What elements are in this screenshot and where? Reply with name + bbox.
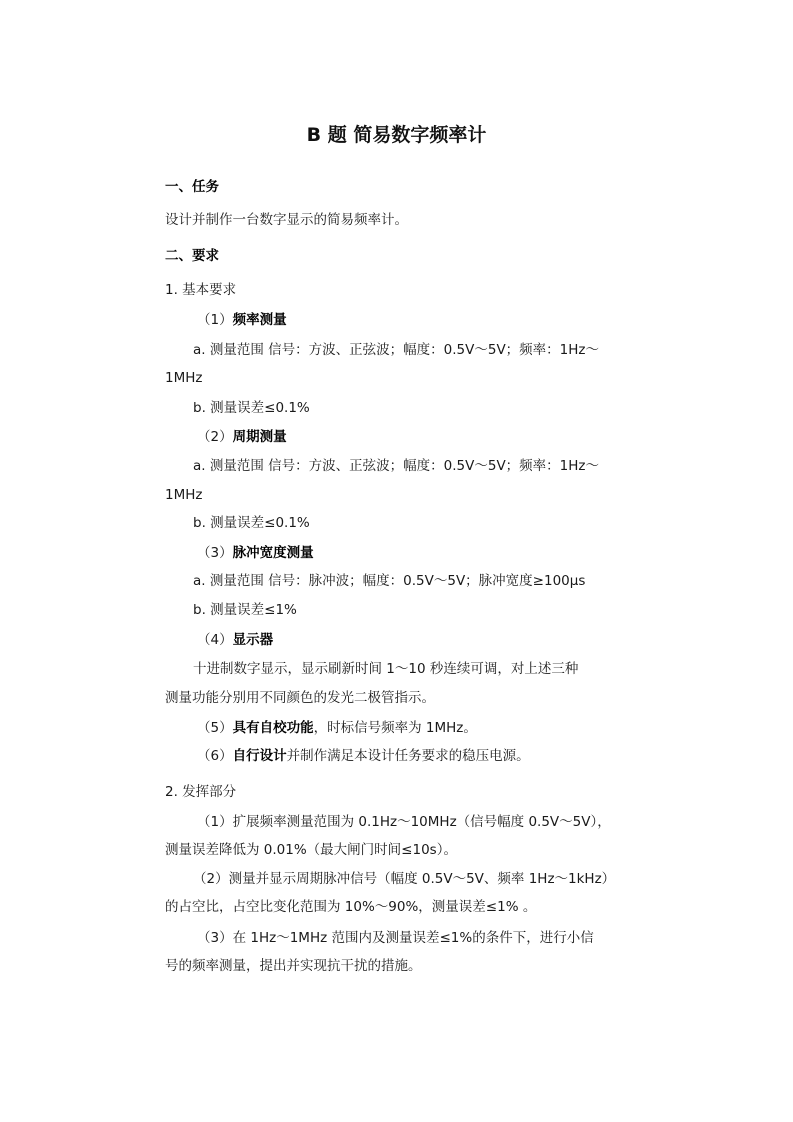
item-text: 并制作满足本设计任务要求的稳压电源。	[286, 748, 530, 764]
item-b-line: b. 测量误差≤0.1%	[193, 400, 310, 416]
item-heading	[197, 719, 477, 737]
item-number: （5）	[197, 720, 233, 736]
extended-item-line-cont: 的占空比，占空比变化范围为 10%～90%，测量误差≤1% 。	[165, 899, 537, 915]
item-text: ，时标信号频率为 1MHz。	[313, 720, 477, 736]
extended-heading: 2. 发挥部分	[165, 784, 237, 800]
item-number: （4）	[197, 632, 233, 648]
item-label: 自行设计	[232, 748, 287, 764]
item-a-line: a. 测量范围 信号：脉冲波；幅度：0.5V～5V；脉冲宽度≥100μs	[193, 573, 586, 589]
item-a-line: a. 测量范围 信号：方波、正弦波；幅度：0.5V～5V；频率：1Hz～	[193, 458, 600, 474]
item-a-line-cont: 1MHz	[165, 370, 203, 386]
item-b-line: b. 测量误差≤0.1%	[193, 515, 310, 531]
display-line: 十进制数字显示，显示刷新时间 1～10 秒连续可调，对上述三种	[193, 661, 579, 677]
item-heading	[197, 544, 314, 562]
item-number: （1）	[197, 312, 233, 328]
item-a-line: a. 测量范围 信号：方波、正弦波；幅度：0.5V～5V；频率：1Hz～	[193, 342, 600, 358]
item-number: （6）	[197, 748, 233, 764]
item-label: 显示器	[232, 632, 274, 648]
extended-item-line: （1）扩展频率测量范围为 0.1Hz～10MHz（信号幅度 0.5V～5V），	[197, 814, 611, 830]
section-heading-task: 一、任务	[165, 179, 219, 195]
basic-heading: 1. 基本要求	[165, 282, 237, 298]
task-text: 设计并制作一台数字显示的简易频率计。	[165, 212, 408, 228]
item-number: （3）	[197, 545, 233, 561]
item-heading	[197, 631, 273, 649]
extended-item-line-cont: 号的频率测量，提出并实现抗干扰的措施。	[165, 958, 422, 974]
item-number: （2）	[197, 429, 233, 445]
display-line-cont: 测量功能分别用不同颜色的发光二极管指示。	[165, 690, 435, 706]
item-label: 频率测量	[232, 312, 287, 328]
item-b-line: b. 测量误差≤1%	[193, 602, 297, 618]
item-label: 具有自校功能	[232, 720, 314, 736]
section-heading-requirements: 二、要求	[165, 248, 219, 264]
item-label: 周期测量	[232, 429, 287, 445]
extended-item-line: （3）在 1Hz～1MHz 范围内及测量误差≤1%的条件下，进行小信	[197, 930, 594, 946]
extended-item-line-cont: 测量误差降低为 0.01%（最大闸门时间≤10s）。	[165, 842, 457, 858]
item-a-line-cont: 1MHz	[165, 487, 203, 503]
item-heading	[197, 428, 287, 446]
item-heading	[197, 311, 287, 329]
page-title: B 题 简易数字频率计	[306, 124, 487, 146]
item-heading	[197, 747, 530, 765]
item-label: 脉冲宽度测量	[232, 545, 314, 561]
extended-item-line: （2）测量并显示周期脉冲信号（幅度 0.5V～5V、频率 1Hz～1kHz）	[193, 871, 616, 887]
